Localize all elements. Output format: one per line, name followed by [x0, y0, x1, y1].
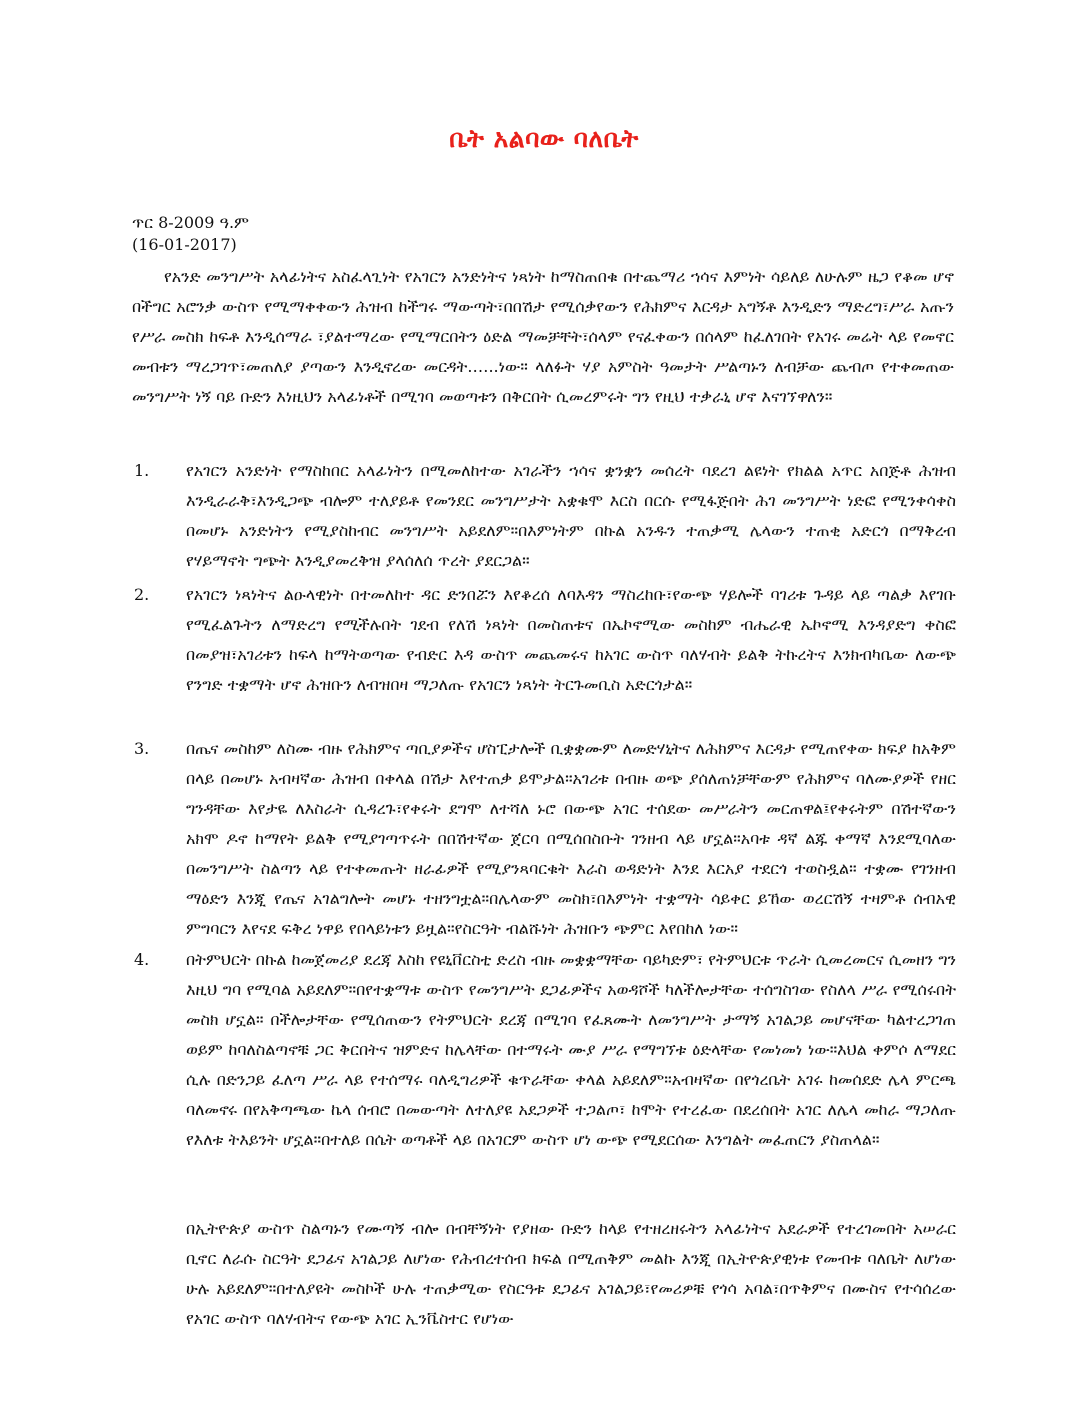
- date-ethiopian: ጥር 8-2009 ዓ.ም: [132, 213, 249, 232]
- list-item-number: 2.: [134, 585, 150, 604]
- list-item-text: በትምህርት በኩል ከመጀመሪያ ደረጃ እስከ የዩኒቨርስቲ ድረስ ብዙ መቋቋማቸው ባይካድም፣ የትምህርቱ ጥራት ሲመረመርና ሲመዘን ግን እዚህ ግባ የሚባል አይደለም።በየተቋማቱ ውስጥ የመንግሥት ደጋፊዎችና አወዳሾች ካለችሎታቸው ተሰግስገው የስለላ ሥራ የሚሰሩበት መስክ ሆኗል። በችሎታቸው የሚሰጠውን የትምህርት ደረጃ በሚገባ የፈጸሙት ለመንግሥት ታማኝ አገልጋይ መሆናቸው ካልተረጋገጠ ወይም ከባለስልጣኖቹ ጋር ቅርበትና ዝምድና ከሌላቸው በተማሩት ሙያ ሥራ የማግኘቱ ዕድላቸው የመነመነ ነው።እህል ቀምሶ ለማደር ሲሉ በድንጋይ ፈለጣ ሥራ ላይ የተሰማሩ ባለዲግሪዎች ቁጥራቸው ቀላል አይደለም።አብዛኛው በየጎረቤት አገሩ ከመሰደድ ሌላ ምርጫ ባለመኖሩ በየአቅጣጫው ኬላ ሰብሮ በመውጣት ለተለያዩ አደጋዎች ተጋልጦ፣ ከሞት የተረፈው በደረሰበት አገር ለሌላ መከራ ማጋለጡ የእለቱ ትእይንት ሆኗል።በተለይ በሴት ወጣቶች ላይ በአገርም ውስጥ ሆነ ውጭ የሚደርሰው እንግልት መፈጠርን ያስጠላል።: [186, 950, 956, 1149]
- list-item: [134, 580, 956, 700]
- list-item-text: የአገርን አንድነት የማስከበር አላፊነትን በሚመለከተው አገራችን ኀሳና ቋንቋን መሰረት ባደረገ ልዩነት የክልል አጥር አበጅቶ ሕዝብ እንዲራራቅ፣እንዲጋጭ ብሎም ተለያይቶ የመንደር መንግሥታት አቋቁሞ እርስ በርሱ የሚፋጅበት ሕገ መንግሥት ነድፎ የሚንቀሳቀስ በመሆኑ አንድነትን የሚያስከብር መንግሥት አይደለም።በእምነትም በኩል አንዱን ተጠቃሚ ሌላውን ተጠቂ አድርጎ በማቅረብ የሃይማኖት ግጭት እንዲያመረቅዝ ያላሰለሰ ጥረት ያደርጋል።: [186, 461, 956, 570]
- list-item-number: 1.: [134, 461, 150, 480]
- list-item: [134, 456, 956, 576]
- list-item-text: በጤና መስከም ለስሙ ብዙ የሕክምና ጣቢያዎችና ሆስፒታሎች ቢቋቋሙም ለመድሃኒትና ለሕክምና እርዳታ የሚጠየቀው ክፍያ ከአቅም በላይ በመሆኑ አብዛኛው ሕዝብ በቀላል በሽታ እየተጠቃ ይሞታል።አገሪቱ በብዙ ወጭ ያሰለጠነቻቸውም የሕክምና ባለሙያዎች የዘር ግንዳቸው እየታዬ ለእስራት ሲዳረጉ፣የቀሩት ደግሞ ለተሻለ ኑሮ በውጭ አገር ተሰደው መሥራትን መርጠዋል፤የቀሩትም በሽተኛውን አክሞ ዶኖ ከማየት ይልቅ የሚያገጣጥሩት በበሽተኛው ጀርባ በሚሰበስቡት ገንዘብ ላይ ሆኗል።አባቱ ዳኛ ልጁ ቀማኛ እንደሚባለው በመንግሥት ስልጣን ላይ የተቀመጡት ዘራፊዎች የሚያንጻባርቁት እራስ ወዳድነት እንደ እርአያ ተደርጎ ተወስዷል። ተቋሙ የገንዘብ ማዕድን እንጂ የጤና አገልግሎት መሆኑ ተዘንግቷል።በሌላውም መስክ፣በእምነት ተቋማት ሳይቀር ይኸው ወረርሽኝ ተዛምቶ ሰብአዊ ምግባርን እየናደ ፍቅረ ነዋይ የበላይነቱን ይዟል።የስርዓት ብልሹነት ሕዝቡን ጭምር እየበከለ ነው።: [186, 739, 956, 938]
- list-item-text: የአገርን ነጻነትና ልዑላዊነት በተመለከተ ዳር ድንበሯን እየቆረሰ ለባእዳን ማስረከቡ፣የውጭ ሃይሎች ባገሪቱ ጉዳይ ላይ ጣልቃ እየገቡ የሚፈልጉትን ለማድረግ የሚችሉበት ገደብ የለሽ ነጻነት በመስጠቱና በኤኮኖሚው መስከም ብሔራዊ ኤኮኖሚ እንዳያድግ ቀስፎ በመያዝ፣አገሪቱን ከፍላ ከማትወጣው የብድር እዳ ውስጥ መጨመሩና ከአገር ውስጥ ባለሃብት ይልቅ ትኩረትና እንክብካቤው ለውጭ የንግድ ተቋማት ሆኖ ሕዝቡን ለብዝበዛ ማጋለጡ የአገርን ነጻነት ትርጉመቢስ አድርጎታል።: [186, 585, 956, 694]
- document-title: ቤት አልባው ባለቤት: [449, 124, 639, 153]
- date-gregorian: (16-01-2017): [132, 235, 237, 254]
- list-item: [134, 945, 956, 1155]
- list-item-number: 3.: [134, 739, 150, 758]
- closing-paragraph: በኢትዮጵያ ውስጥ ስልጣኑን የሙጣኝ ብሎ በብቸኝነት የያዘው ቡድን ከላይ የተዘረዘሩትን አላፊነትና አደራዎች የተረገመበት አሠራር ቢኖር ለራሱ ስርዓት ደጋፊና አገልጋይ ለሆነው የሕብረተሰብ ክፍል በሚጠቅም መልኩ እንጂ በኢትዮጵያዊነቱ የመብቱ ባለቤት ለሆነው ሁሉ አይደለም።በተለያዩት መስኮች ሁሉ ተጠቃሚው የስርዓቱ ደጋፊና አገልጋይ፣የመሪዎቹ የጎሳ አባል፣በጥቅምና በሙስና የተሳሰረው የአገር ውስጥ ባለሃብትና የውጭ አገር ኢንቬስተር የሆነው: [186, 1219, 956, 1328]
- dateline: [132, 212, 249, 256]
- list-item-number: 4.: [134, 950, 150, 969]
- list-item: [134, 734, 956, 944]
- intro-paragraph: የአንድ መንግሥት አላፊነትና አስፈላጊነት የአገርን አንድነትና ነጻነት ከማስጠበቁ በተጨማሪ ኀሳና እምነት ሳይለይ ለሁሉም ዜጋ የቆመ ሆኖ በችግር አሮንቃ ውስጥ የሚማቀቀውን ሕዝብ ከችግሩ ማውጣት፣በበሽታ የሚሰቃየውን የሕክምና እርዳታ አግኝቶ እንዲድን ማድረግ፣ሥራ አጡን የሥራ መስክ ከፍቶ እንዲሰማራ ፣ያልተማረው የሚማርበትን ዕድል ማመቻቸት፣ሰላም የናፈቀውን በሰላም ከፈለገበት የአገሩ መሬት ላይ የመኖር መብቱን ማረጋገጥ፣መጠለያ ያጣውን እንዲኖረው መርዳት.…..ነው። ላለፉት ሃያ አምስት ዓመታት ሥልጣኑን ለብቻው ጨብጦ የተቀመጠው መንግሥት ነኝ ባይ ቡድን እነዚህን አላፊነቶች በሚገባ መወጣቱን በቅርበት ሲመረምሩት ግን የዚህ ተቃራኒ ሆኖ እናገኘዋለን።: [132, 267, 954, 406]
